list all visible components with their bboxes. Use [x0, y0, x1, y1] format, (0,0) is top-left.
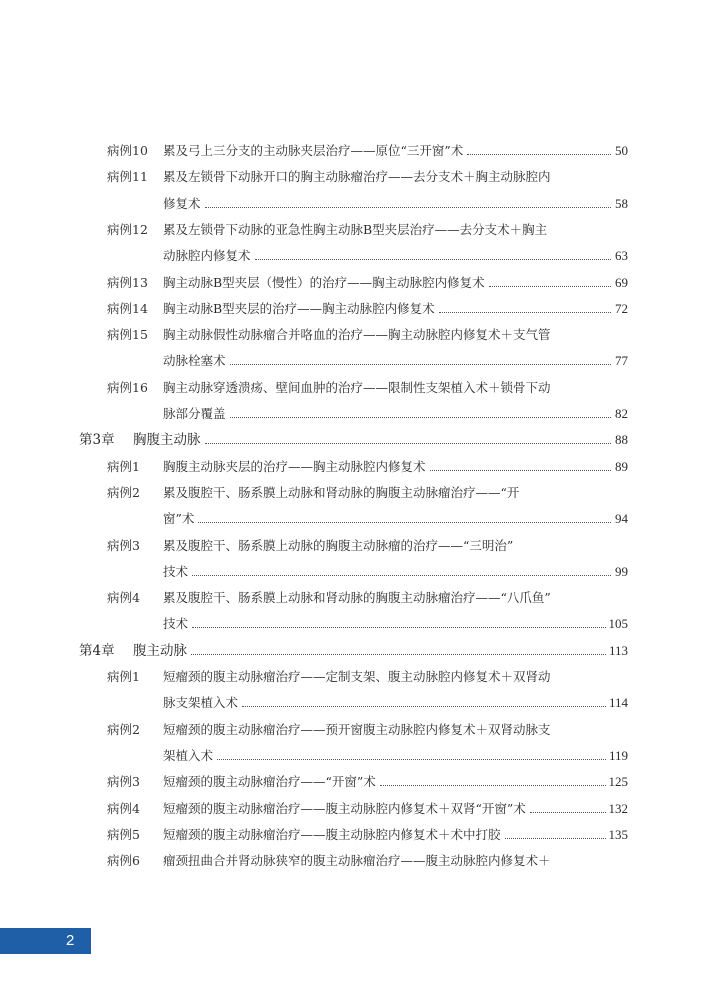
page-reference: 58	[615, 195, 628, 211]
toc-case-entry[interactable]	[0, 722, 722, 775]
page-reference: 105	[608, 616, 628, 632]
entry-title-line: 技术	[163, 616, 189, 632]
toc-case-entry[interactable]	[0, 669, 722, 722]
case-number: 病例3	[107, 537, 140, 553]
dot-leader	[242, 705, 606, 707]
entry-title-line: 短瘤颈的腹主动脉瘤治疗——腹主动脉腔内修复术＋双肾“开窗”术	[163, 800, 526, 816]
toc-case-entry[interactable]	[0, 853, 722, 879]
toc-case-entry[interactable]	[0, 801, 722, 827]
entry-title-line: 脉支架植入术	[163, 695, 239, 711]
case-number: 病例5	[107, 826, 140, 842]
case-number: 病例12	[107, 221, 148, 237]
case-number: 病例2	[107, 721, 140, 737]
dot-leader	[530, 811, 606, 813]
entry-title-line: 短瘤颈的腹主动脉瘤治疗——预开窗腹主动脉腔内修复术＋双肾动脉支	[163, 721, 551, 737]
entry-title-line: 动脉腔内修复术	[163, 248, 251, 264]
entry-title-line: 累及左锁骨下动脉开口的胸主动脉瘤治疗——去分支术＋胸主动脉腔内	[163, 169, 551, 185]
dot-leader	[192, 626, 605, 628]
page-reference: 50	[615, 143, 628, 158]
case-number: 病例4	[107, 800, 140, 816]
page-reference: 119	[608, 747, 628, 763]
toc-case-entry[interactable]	[0, 459, 722, 485]
dot-leader	[198, 521, 611, 523]
toc-chapter-entry[interactable]	[0, 432, 722, 458]
toc-case-entry[interactable]	[0, 827, 722, 853]
page-reference: 135	[608, 826, 628, 842]
page-reference: 77	[615, 353, 628, 369]
entry-title-line: 短瘤颈的腹主动脉瘤治疗——定制支架、腹主动脉腔内修复术＋双肾动	[163, 669, 551, 684]
dot-leader	[380, 784, 606, 786]
dot-leader	[430, 469, 611, 471]
toc-case-entry[interactable]	[0, 275, 722, 301]
page-reference: 125	[608, 774, 628, 790]
dot-leader	[230, 416, 611, 418]
case-number: 病例10	[107, 143, 148, 158]
toc-case-entry[interactable]	[0, 301, 722, 327]
toc-case-entry[interactable]	[0, 485, 722, 538]
page-number-band	[0, 928, 91, 954]
case-number: 病例16	[107, 379, 148, 395]
dot-leader	[205, 206, 611, 208]
toc-case-entry[interactable]	[0, 222, 722, 275]
toc-case-entry[interactable]	[0, 327, 722, 380]
entry-title-line: 腹主动脉	[133, 642, 187, 659]
entry-title-line: 胸主动脉假性动脉瘤合并咯血的治疗——胸主动脉腔内修复术＋支气管	[163, 327, 551, 343]
entry-title-line: 脉部分覆盖	[163, 405, 226, 421]
entry-title-line: 架植入术	[163, 747, 214, 763]
page-reference: 114	[608, 695, 628, 711]
entry-title-line: 胸主动脉B型夹层（慢性）的治疗——胸主动脉腔内修复术	[163, 274, 485, 290]
dot-leader	[217, 758, 606, 760]
chapter-number: 第4章	[79, 642, 115, 659]
case-number: 病例1	[107, 458, 140, 474]
case-number: 病例1	[107, 669, 140, 684]
dot-leader	[192, 574, 611, 576]
dot-leader	[505, 837, 606, 839]
entry-title-line: 累及左锁骨下动脉的亚急性胸主动脉B型夹层治疗——去分支术＋胸主	[163, 221, 548, 237]
entry-title-line: 动脉栓塞术	[163, 353, 226, 369]
entry-title-line: 窗”术	[163, 511, 195, 527]
page-reference: 113	[608, 642, 628, 658]
entry-title-line: 胸腹主动脉	[133, 432, 201, 449]
dot-leader	[439, 311, 611, 313]
entry-title-line: 累及弓上三分支的主动脉夹层治疗——原位“三开窗”术	[163, 143, 464, 158]
page-reference: 72	[615, 300, 628, 316]
toc-case-entry[interactable]	[0, 590, 722, 643]
dot-leader	[205, 442, 612, 444]
case-number: 病例2	[107, 484, 140, 500]
case-number: 病例4	[107, 590, 140, 606]
page-reference: 132	[608, 800, 628, 816]
toc-case-entry[interactable]	[0, 380, 722, 433]
case-number: 病例14	[107, 300, 148, 316]
entry-title-line: 修复术	[163, 195, 201, 211]
case-number: 病例3	[107, 774, 140, 790]
toc-case-entry[interactable]	[0, 169, 722, 222]
case-number: 病例11	[107, 169, 148, 185]
page-reference: 89	[615, 458, 628, 474]
entry-title-line: 累及腹腔干、肠系膜上动脉和肾动脉的胸腹主动脉瘤治疗——“开	[163, 484, 520, 500]
entry-title-line: 技术	[163, 563, 189, 579]
entry-title-line: 胸腹主动脉夹层的治疗——胸主动脉腔内修复术	[163, 458, 426, 474]
entry-title-line: 短瘤颈的腹主动脉瘤治疗——“开窗”术	[163, 774, 376, 790]
page-reference: 82	[615, 405, 628, 421]
entry-title-line: 胸主动脉穿透溃疡、壁间血肿的治疗——限制性支架植入术＋锁骨下动	[163, 379, 551, 395]
page-reference: 69	[615, 274, 628, 290]
case-number: 病例15	[107, 327, 148, 343]
dot-leader	[489, 285, 611, 287]
entry-title-line: 累及腹腔干、肠系膜上动脉的胸腹主动脉瘤的治疗——“三明治”	[163, 537, 514, 553]
entry-title-line: 短瘤颈的腹主动脉瘤治疗——腹主动脉腔内修复术＋术中打胶	[163, 826, 501, 842]
entry-title-line: 胸主动脉B型夹层的治疗——胸主动脉腔内修复术	[163, 300, 435, 316]
page-number: 2	[66, 932, 75, 949]
toc-chapter-entry[interactable]	[0, 643, 722, 669]
page-reference: 99	[615, 563, 628, 579]
entry-title-line: 累及腹腔干、肠系膜上动脉和肾动脉的胸腹主动脉瘤治疗——“八爪鱼”	[163, 590, 551, 606]
dot-leader	[191, 653, 606, 655]
dot-leader	[467, 153, 611, 155]
toc-case-entry[interactable]	[0, 774, 722, 800]
page-reference: 94	[615, 511, 628, 527]
toc-case-entry[interactable]	[0, 143, 722, 169]
case-number: 病例13	[107, 274, 148, 290]
chapter-number: 第3章	[79, 432, 115, 449]
case-number: 病例6	[107, 853, 140, 869]
toc-case-entry[interactable]	[0, 538, 722, 591]
page-reference: 63	[615, 248, 628, 264]
page-reference: 88	[615, 432, 628, 448]
entry-title-line: 瘤颈扭曲合并肾动脉狭窄的腹主动脉瘤治疗——腹主动脉腔内修复术＋	[163, 853, 551, 869]
dot-leader	[230, 363, 611, 365]
dot-leader	[255, 258, 611, 260]
